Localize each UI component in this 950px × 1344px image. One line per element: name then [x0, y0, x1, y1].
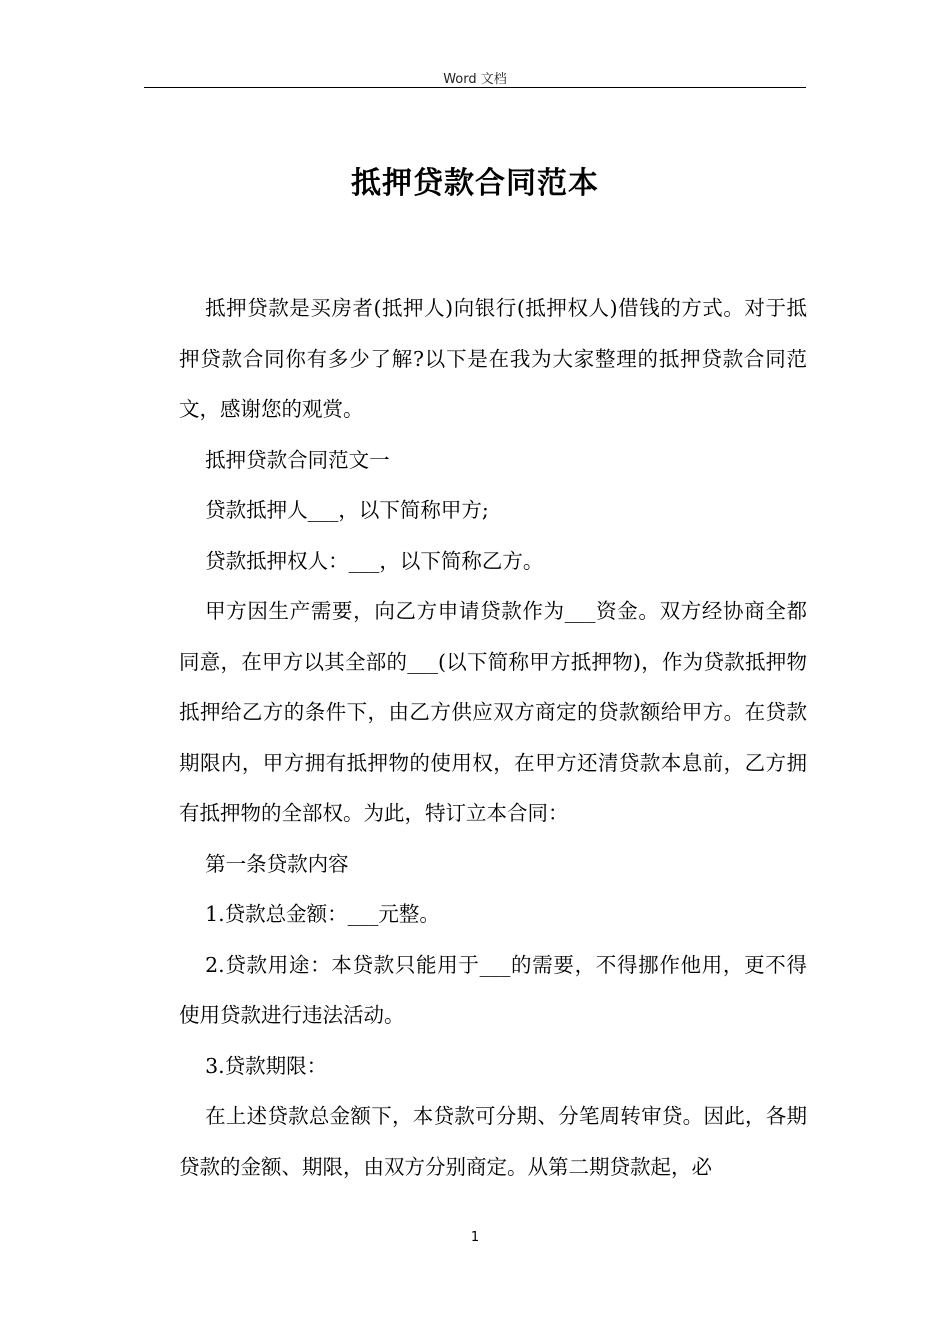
paragraph: 1.贷款总金额：___元整。 — [205, 902, 440, 926]
paragraph: 第一条贷款内容 — [205, 851, 349, 876]
document-title: 抵押贷款合同范本 — [351, 166, 599, 201]
paragraph: 2.贷款用途：本贷款只能用于___的需要，不得挪作他用，更不得使用贷款进行违法活动。 — [179, 952, 807, 1027]
document-body — [179, 283, 807, 1192]
paragraph: 抵押贷款是买房者(抵押人)向银行(抵押权人)借钱的方式。对于抵押贷款合同你有多少了解?以下是在我为大家整理的抵押贷款合同范文，感谢您的观赏。 — [179, 296, 807, 421]
paragraph: 贷款抵押人___，以下简称甲方; — [205, 498, 489, 522]
paragraph: 在上述贷款总金额下，本贷款可分期、分笔周转审贷。因此，各期贷款的金额、期限，由双方分别商定。从第二期贷款起，必 — [179, 1104, 807, 1179]
paragraph: 贷款抵押权人：___，以下简称乙方。 — [205, 548, 544, 573]
page-number: 1 — [470, 1230, 480, 1245]
header-divider — [144, 87, 806, 88]
page-header: Word 文档 — [443, 72, 507, 87]
paragraph: 3.贷款期限： — [205, 1053, 328, 1078]
paragraph: 抵押贷款合同范文一 — [205, 447, 390, 472]
paragraph: 甲方因生产需要，向乙方申请贷款作为___资金。双方经协商全都同意，在甲方以其全部的___(以下简称甲方抵押物)，作为贷款抵押物抵押给乙方的条件下，由乙方供应双方商定的贷款额给甲方。在贷款期限内，甲方拥有抵押物的使用权，在甲方还清贷款本息前，乙方拥有抵押物的全部权。为此，特订立本合同： — [179, 599, 807, 825]
